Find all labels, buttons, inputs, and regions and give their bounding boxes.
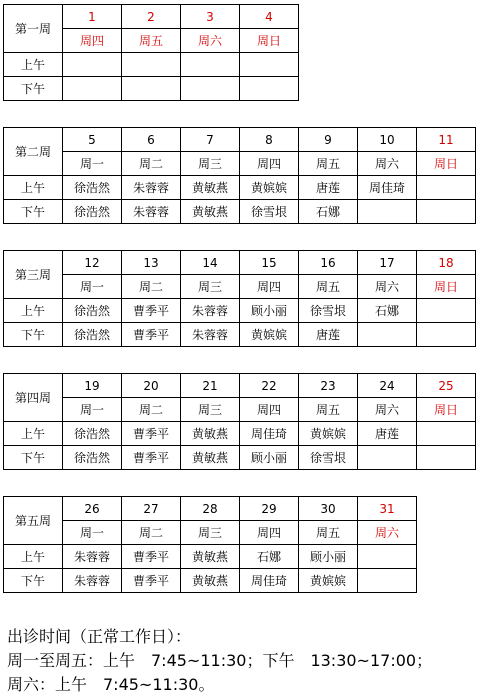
afternoon-row (4, 446, 476, 470)
week-table (3, 496, 417, 593)
morning-label: 上午 (4, 545, 63, 569)
date-cell: 28 (181, 497, 240, 521)
doctor-cell: 顾小丽 (299, 545, 358, 569)
doctor-cell (122, 77, 181, 101)
weekday-cell: 周四 (240, 152, 299, 176)
doctor-cell: 朱蓉蓉 (181, 299, 240, 323)
weekday-cell: 周六 (358, 152, 417, 176)
date-cell: 24 (358, 374, 417, 398)
doctor-cell: 徐浩然 (63, 446, 122, 470)
week-label: 第五周 (4, 497, 63, 545)
doctor-cell: 徐浩然 (63, 422, 122, 446)
date-cell: 3 (181, 5, 240, 29)
doctor-cell: 黄敏燕 (181, 569, 240, 593)
morning-row (4, 545, 417, 569)
date-cell: 10 (358, 128, 417, 152)
doctor-cell: 石娜 (358, 299, 417, 323)
weekday-cell: 周三 (181, 152, 240, 176)
weekday-cell: 周日 (240, 29, 299, 53)
afternoon-row (4, 77, 299, 101)
date-cell: 5 (63, 128, 122, 152)
doctor-cell: 黄嫔嫔 (299, 569, 358, 593)
date-row (4, 497, 417, 521)
morning-label: 上午 (4, 53, 63, 77)
weekday-cell: 周五 (299, 521, 358, 545)
afternoon-label: 下午 (4, 77, 63, 101)
doctor-cell (358, 323, 417, 347)
doctor-cell: 朱蓉蓉 (63, 569, 122, 593)
weekday-cell: 周六 (358, 521, 417, 545)
weekday-row (4, 275, 476, 299)
date-cell: 22 (240, 374, 299, 398)
date-cell: 4 (240, 5, 299, 29)
date-cell: 15 (240, 251, 299, 275)
doctor-cell (417, 299, 476, 323)
date-cell: 13 (122, 251, 181, 275)
doctor-cell: 周佳琦 (240, 569, 299, 593)
week-label: 第一周 (4, 5, 63, 53)
weekday-cell: 周三 (181, 398, 240, 422)
week-table (3, 250, 476, 347)
doctor-cell: 顾小丽 (240, 446, 299, 470)
week-label: 第三周 (4, 251, 63, 299)
weekday-cell: 周三 (181, 275, 240, 299)
saturday-hours-text: 周六：上午 7:45~11:30。 (7, 675, 215, 694)
doctor-cell (417, 323, 476, 347)
doctor-cell (181, 53, 240, 77)
date-cell: 2 (122, 5, 181, 29)
weekday-cell: 周五 (122, 29, 181, 53)
date-cell: 12 (63, 251, 122, 275)
doctor-cell: 曹季平 (122, 323, 181, 347)
doctor-cell: 黄嫔嫔 (240, 323, 299, 347)
weekday-cell: 周二 (122, 398, 181, 422)
doctor-cell: 顾小丽 (240, 299, 299, 323)
doctor-cell: 唐莲 (299, 323, 358, 347)
morning-row (4, 299, 476, 323)
doctor-cell: 黄敏燕 (181, 176, 240, 200)
weekday-cell: 周六 (358, 398, 417, 422)
weekday-cell: 周四 (240, 398, 299, 422)
weekday-cell: 周一 (63, 275, 122, 299)
date-cell: 7 (181, 128, 240, 152)
doctor-cell (240, 77, 299, 101)
date-cell: 14 (181, 251, 240, 275)
doctor-cell: 黄嫔嫔 (240, 176, 299, 200)
weekday-cell: 周日 (417, 275, 476, 299)
date-cell: 17 (358, 251, 417, 275)
doctor-cell (417, 176, 476, 200)
weekday-cell: 周日 (417, 398, 476, 422)
doctor-cell (358, 569, 417, 593)
weekday-cell: 周六 (358, 275, 417, 299)
doctor-cell (417, 200, 476, 224)
weekday-cell: 周五 (299, 275, 358, 299)
date-row (4, 5, 299, 29)
date-cell: 23 (299, 374, 358, 398)
weekday-cell: 周一 (63, 398, 122, 422)
doctor-cell: 朱蓉蓉 (63, 545, 122, 569)
doctor-cell: 朱蓉蓉 (181, 323, 240, 347)
weekday-hours-text: 周一至周五：上午 7:45~11:30；下午 13:30~17:00； (7, 651, 433, 670)
weekday-cell: 周五 (299, 152, 358, 176)
doctor-cell (358, 200, 417, 224)
date-cell: 19 (63, 374, 122, 398)
weekday-cell: 周五 (299, 398, 358, 422)
doctor-cell (122, 53, 181, 77)
date-row (4, 374, 476, 398)
doctor-cell: 徐浩然 (63, 200, 122, 224)
doctor-cell (181, 77, 240, 101)
week-table (3, 373, 476, 470)
date-cell: 9 (299, 128, 358, 152)
date-cell: 18 (417, 251, 476, 275)
date-cell: 25 (417, 374, 476, 398)
morning-row (4, 53, 299, 77)
doctor-cell: 周佳琦 (358, 176, 417, 200)
date-cell: 20 (122, 374, 181, 398)
week-table (3, 127, 476, 224)
weekday-cell: 周日 (417, 152, 476, 176)
date-cell: 31 (358, 497, 417, 521)
doctor-cell (63, 77, 122, 101)
doctor-cell (358, 545, 417, 569)
weekday-cell: 周六 (181, 29, 240, 53)
doctor-cell: 曹季平 (122, 545, 181, 569)
weekday-row (4, 521, 417, 545)
date-cell: 29 (240, 497, 299, 521)
doctor-cell: 石娜 (240, 545, 299, 569)
doctor-cell (417, 446, 476, 470)
morning-label: 上午 (4, 299, 63, 323)
date-row (4, 128, 476, 152)
doctor-cell: 朱蓉蓉 (122, 176, 181, 200)
doctor-cell (417, 422, 476, 446)
week-table (3, 4, 299, 101)
afternoon-label: 下午 (4, 446, 63, 470)
date-cell: 16 (299, 251, 358, 275)
date-cell: 30 (299, 497, 358, 521)
doctor-cell (240, 53, 299, 77)
weekday-cell: 周四 (240, 275, 299, 299)
doctor-cell: 石娜 (299, 200, 358, 224)
doctor-cell: 曹季平 (122, 446, 181, 470)
date-cell: 26 (63, 497, 122, 521)
doctor-cell: 黄敏燕 (181, 200, 240, 224)
doctor-cell: 曹季平 (122, 299, 181, 323)
doctor-cell: 朱蓉蓉 (122, 200, 181, 224)
afternoon-row (4, 323, 476, 347)
morning-label: 上午 (4, 422, 63, 446)
date-cell: 1 (63, 5, 122, 29)
doctor-cell: 周佳琦 (240, 422, 299, 446)
morning-label: 上午 (4, 176, 63, 200)
doctor-cell: 徐雪垠 (240, 200, 299, 224)
afternoon-row (4, 200, 476, 224)
doctor-cell: 黄嫔嫔 (299, 422, 358, 446)
weekday-cell: 周三 (181, 521, 240, 545)
doctor-cell: 黄敏燕 (181, 422, 240, 446)
doctor-cell: 黄敏燕 (181, 545, 240, 569)
clinic-hours-heading: 出诊时间（正常工作日）： (7, 627, 192, 646)
afternoon-label: 下午 (4, 200, 63, 224)
weekday-row (4, 398, 476, 422)
date-cell: 21 (181, 374, 240, 398)
doctor-cell: 徐雪垠 (299, 446, 358, 470)
week-label: 第二周 (4, 128, 63, 176)
week-label: 第四周 (4, 374, 63, 422)
date-row (4, 251, 476, 275)
weekday-row (4, 152, 476, 176)
doctor-cell (63, 53, 122, 77)
doctor-cell (358, 446, 417, 470)
doctor-cell: 唐莲 (358, 422, 417, 446)
doctor-cell: 徐雪垠 (299, 299, 358, 323)
date-cell: 27 (122, 497, 181, 521)
date-cell: 11 (417, 128, 476, 152)
doctor-cell: 徐浩然 (63, 176, 122, 200)
weekday-cell: 周一 (63, 521, 122, 545)
doctor-cell: 徐浩然 (63, 299, 122, 323)
doctor-cell: 徐浩然 (63, 323, 122, 347)
doctor-cell: 黄敏燕 (181, 446, 240, 470)
morning-row (4, 422, 476, 446)
weekday-cell: 周四 (63, 29, 122, 53)
afternoon-row (4, 569, 417, 593)
date-cell: 6 (122, 128, 181, 152)
doctor-cell: 曹季平 (122, 569, 181, 593)
date-cell: 8 (240, 128, 299, 152)
weekday-cell: 周一 (63, 152, 122, 176)
weekday-cell: 周二 (122, 521, 181, 545)
afternoon-label: 下午 (4, 323, 63, 347)
weekday-cell: 周四 (240, 521, 299, 545)
doctor-cell: 曹季平 (122, 422, 181, 446)
weekday-cell: 周二 (122, 275, 181, 299)
doctor-cell: 唐莲 (299, 176, 358, 200)
afternoon-label: 下午 (4, 569, 63, 593)
morning-row (4, 176, 476, 200)
weekday-cell: 周二 (122, 152, 181, 176)
